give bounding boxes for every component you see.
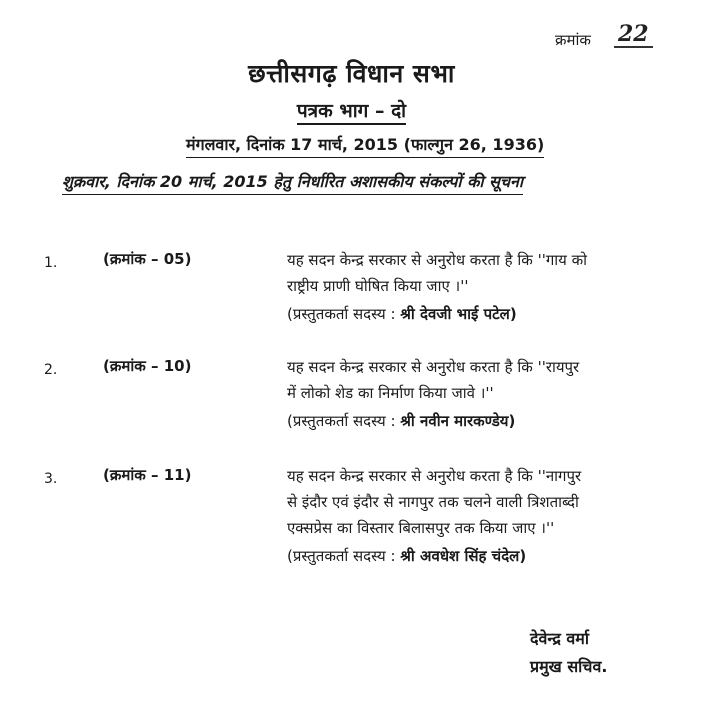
presenter-name: श्री देवजी भाई पटेल) bbox=[400, 305, 517, 323]
signature-block bbox=[530, 625, 607, 681]
item-text-line: एक्सप्रेस का विस्तार बिलासपुर तक किया जाए ।'' bbox=[287, 519, 555, 537]
assembly-title: छत्तीसगढ़ विधान सभा bbox=[248, 59, 455, 88]
item-presenter bbox=[287, 408, 667, 434]
presenter-label: (प्रस्तुतकर्ता सदस्य : bbox=[287, 305, 396, 323]
item-code: (क्रमांक – 10) bbox=[103, 357, 192, 375]
item-text-line: से इंदौर एवं इंदौर से नागपुर तक चलने वाली त्रिशताब्दी bbox=[287, 493, 579, 511]
item-body bbox=[287, 463, 667, 569]
issue-dateline: मंगलवार, दिनांक 17 मार्च, 2015 (फाल्गुन 26, 1936) bbox=[186, 133, 544, 158]
resolutions-notice: शुक्रवार, दिनांक 20 मार्च, 2015 हेतु निर्धारित अशासकीय संकल्पों की सूचना bbox=[62, 170, 523, 195]
item-presenter bbox=[287, 301, 667, 327]
item-number: 3. bbox=[44, 471, 58, 487]
item-code: (क्रमांक – 11) bbox=[103, 466, 192, 484]
signatory-name: देवेन्द्र वर्मा bbox=[530, 629, 590, 648]
item-text-line: यह सदन केन्द्र सरकार से अनुरोध करता है कि ''नागपुर bbox=[287, 467, 582, 485]
presenter-label: (प्रस्तुतकर्ता सदस्य : bbox=[287, 547, 396, 565]
item-number: 2. bbox=[44, 362, 58, 378]
item-text-line: यह सदन केन्द्र सरकार से अनुरोध करता है कि ''गाय को bbox=[287, 251, 588, 269]
item-code: (क्रमांक – 05) bbox=[103, 250, 192, 268]
presenter-name: श्री अवधेश सिंह चंदेल) bbox=[400, 547, 527, 565]
serial-label: क्रमांक bbox=[555, 31, 591, 49]
bulletin-subtitle bbox=[0, 97, 703, 123]
presenter-name: श्री नवीन मारकण्डेय) bbox=[400, 412, 516, 430]
bulletin-subtitle-text: पत्रक भाग – दो bbox=[297, 100, 406, 125]
item-text-line: राष्ट्रीय प्राणी घोषित किया जाए ।'' bbox=[287, 277, 469, 295]
signatory-designation: प्रमुख सचिव. bbox=[530, 657, 608, 676]
presenter-label: (प्रस्तुतकर्ता सदस्य : bbox=[287, 412, 396, 430]
item-text-line: यह सदन केन्द्र सरकार से अनुरोध करता है कि ''रायपुर bbox=[287, 358, 580, 376]
item-text-line: में लोको शेड का निर्माण किया जावे ।'' bbox=[287, 384, 494, 402]
serial-number-handwritten: 22 bbox=[614, 22, 653, 48]
item-body bbox=[287, 354, 667, 434]
item-presenter bbox=[287, 543, 667, 569]
item-number: 1. bbox=[44, 255, 58, 271]
item-body bbox=[287, 247, 667, 327]
